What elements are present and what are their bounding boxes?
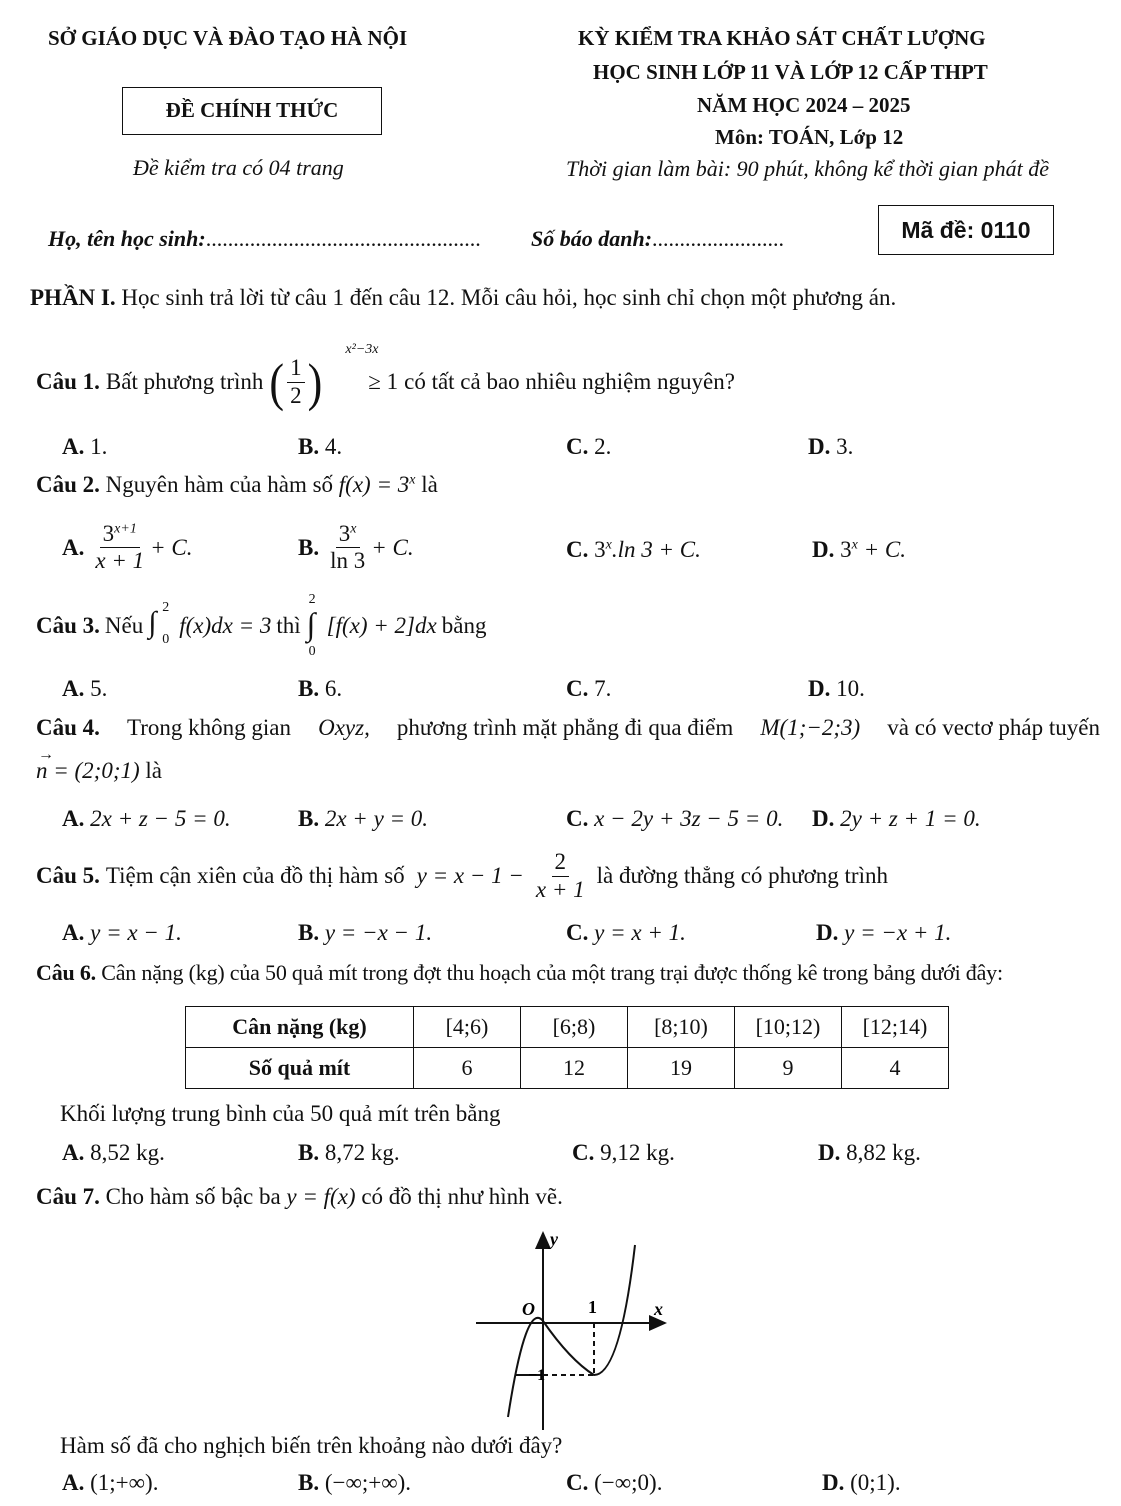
- question-4-option-b[interactable]: B. 2x + y = 0.: [298, 806, 429, 831]
- student-name-label: Họ, tên học sinh:..................................................: [48, 226, 481, 251]
- question-4-line-1: Câu 4. Trong không gian Oxyz, phương trình mặt phẳng đi qua điểm M(1;−2;3) và có vectơ pháp tuyến: [36, 715, 1100, 740]
- table-cell: [6;8): [521, 1007, 628, 1048]
- official-exam-box: [122, 87, 382, 135]
- question-2-option-d[interactable]: D. $3^x + C$.: [812, 537, 906, 562]
- time-note: Thời gian làm bài: 90 phút, không kể thời gian phát đề: [566, 156, 1050, 181]
- table-header-weight: Cân nặng (kg): [186, 1007, 414, 1048]
- question-2-option-c[interactable]: C. 3$^x$.ln 3 + C.: [566, 537, 701, 562]
- question-4-option-d[interactable]: D. 2y + z + 1 = 0.: [812, 806, 981, 831]
- department-name: SỞ GIÁO DỤC VÀ ĐÀO TẠO HÀ NỘI: [48, 26, 408, 50]
- table-cell: [4;6): [414, 1007, 521, 1048]
- table-cell: 4: [842, 1048, 949, 1089]
- question-3-label: Câu 3.: [36, 613, 100, 638]
- table-cell: 6: [414, 1048, 521, 1089]
- question-3-option-c[interactable]: C. 7.: [566, 676, 612, 701]
- table-header-count: Số quả mít: [186, 1048, 414, 1089]
- question-4-label: Câu 4.: [36, 715, 100, 740]
- question-7-option-d[interactable]: D. (0;1).: [822, 1470, 901, 1495]
- question-5-label: Câu 5.: [36, 863, 100, 888]
- question-6-option-c[interactable]: C. 9,12 kg.: [572, 1140, 675, 1165]
- question-5-option-a[interactable]: A. y = x − 1.: [62, 920, 182, 945]
- table-cell: 19: [628, 1048, 735, 1089]
- graph-label-minus-one: −1: [528, 1367, 546, 1384]
- graph-label-y: y: [550, 1229, 558, 1249]
- exam-title-line-1: KỲ KIỂM TRA KHẢO SÁT CHẤT LƯỢNG: [578, 26, 986, 50]
- pages-note: Đề kiểm tra có 04 trang: [133, 155, 344, 180]
- official-exam-label: ĐỀ CHÍNH THỨC: [165, 98, 339, 122]
- question-2: Câu 2. Nguyên hàm của hàm số $f(x) = 3^x$ là: [36, 472, 438, 497]
- exam-code-box: [878, 205, 1054, 255]
- table-row: [186, 1048, 949, 1089]
- question-4-line-2: → n = (2;0;1) là: [36, 746, 163, 783]
- question-7-label: Câu 7.: [36, 1184, 100, 1209]
- question-6-option-b[interactable]: B. 8,72 kg.: [298, 1140, 400, 1165]
- table-row: [186, 1007, 949, 1048]
- question-1-label: Câu 1.: [36, 369, 100, 394]
- weight-frequency-table: [185, 1006, 949, 1089]
- question-6-label: Câu 6.: [36, 960, 96, 985]
- question-5-option-c[interactable]: C. y = x + 1.: [566, 920, 686, 945]
- subject-line: Môn: TOÁN, Lớp 12: [715, 125, 904, 149]
- question-5: Câu 5. Tiệm cận xiên của đồ thị hàm số y = x − 1 − $\frac{2}{x + 1}$ là đường thẳng có phương trình: [36, 849, 888, 902]
- question-3-option-d[interactable]: D. 10.: [808, 676, 865, 701]
- question-4-option-c[interactable]: C. x − 2y + 3z − 5 = 0.: [566, 806, 784, 831]
- question-3-option-a[interactable]: A. 5.: [62, 676, 108, 701]
- question-3: Câu 3. Nếu ∫ 2 0 f(x)dx = 3 thì ∫ 2 0 [f(x) + 2]dx bằng: [36, 592, 487, 659]
- question-3-option-b[interactable]: B. 6.: [298, 676, 343, 701]
- question-1-option-c[interactable]: C. 2.: [566, 434, 612, 459]
- question-4-option-a[interactable]: A. 2x + z − 5 = 0.: [62, 806, 231, 831]
- graph-label-x: x: [654, 1299, 663, 1319]
- question-2-option-b[interactable]: B. $\frac{3^x}{\ln 3}$ + C.: [298, 521, 414, 574]
- student-id-label: Số báo danh:........................: [531, 226, 785, 251]
- table-cell: [8;10): [628, 1007, 735, 1048]
- question-1-option-b[interactable]: B. 4.: [298, 434, 343, 459]
- table-cell: [12;14): [842, 1007, 949, 1048]
- question-6-option-d[interactable]: D. 8,82 kg.: [818, 1140, 921, 1165]
- question-6: Câu 6. Cân nặng (kg) của 50 quả mít trong đợt thu hoạch của một trang trại được thống kê trong bảng dưới đây:: [36, 960, 1003, 985]
- cubic-curve: [508, 1245, 635, 1417]
- question-7-option-a[interactable]: A. (1;+∞).: [62, 1470, 159, 1495]
- table-cell: [10;12): [735, 1007, 842, 1048]
- question-7-prompt: Hàm số đã cho nghịch biến trên khoảng nào dưới đây?: [60, 1433, 563, 1458]
- question-6-option-a[interactable]: A. 8,52 kg.: [62, 1140, 165, 1165]
- question-2-label: Câu 2.: [36, 472, 100, 497]
- school-year: NĂM HỌC 2024 – 2025: [697, 93, 911, 117]
- question-7-option-c[interactable]: C. (−∞;0).: [566, 1470, 663, 1495]
- table-cell: 9: [735, 1048, 842, 1089]
- exam-title-line-2: HỌC SINH LỚP 11 VÀ LỚP 12 CẤP THPT: [593, 60, 988, 84]
- exam-code: Mã đề: 0110: [901, 217, 1031, 243]
- graph-label-one: 1: [588, 1297, 597, 1317]
- cubic-function-graph: [470, 1225, 680, 1435]
- question-2-option-a[interactable]: A. $\frac{3^{x+1}}{x + 1}$ + C.: [62, 521, 193, 574]
- question-7-option-b[interactable]: B. (−∞;+∞).: [298, 1470, 412, 1495]
- question-1: Câu 1. Bất phương trình ( $\frac{1}{2}$ ) x²−3x ≥ 1 có tất cả bao nhiêu nghiệm nguyên?: [36, 342, 735, 412]
- part-one-instruction: PHẦN I. Học sinh trả lời từ câu 1 đến câu 12. Mỗi câu hỏi, học sinh chỉ chọn một phương án.: [30, 285, 897, 310]
- question-6-prompt: Khối lượng trung bình của 50 quả mít trên bằng: [60, 1101, 501, 1126]
- question-7: Câu 7. Cho hàm số bậc ba y = f(x) có đồ thị như hình vẽ.: [36, 1184, 563, 1209]
- question-5-option-b[interactable]: B. y = −x − 1.: [298, 920, 433, 945]
- question-1-option-d[interactable]: D. 3.: [808, 434, 854, 459]
- question-5-option-d[interactable]: D. y = −x + 1.: [816, 920, 952, 945]
- question-1-option-a[interactable]: A. 1.: [62, 434, 108, 459]
- table-cell: 12: [521, 1048, 628, 1089]
- graph-label-origin: O: [522, 1299, 535, 1319]
